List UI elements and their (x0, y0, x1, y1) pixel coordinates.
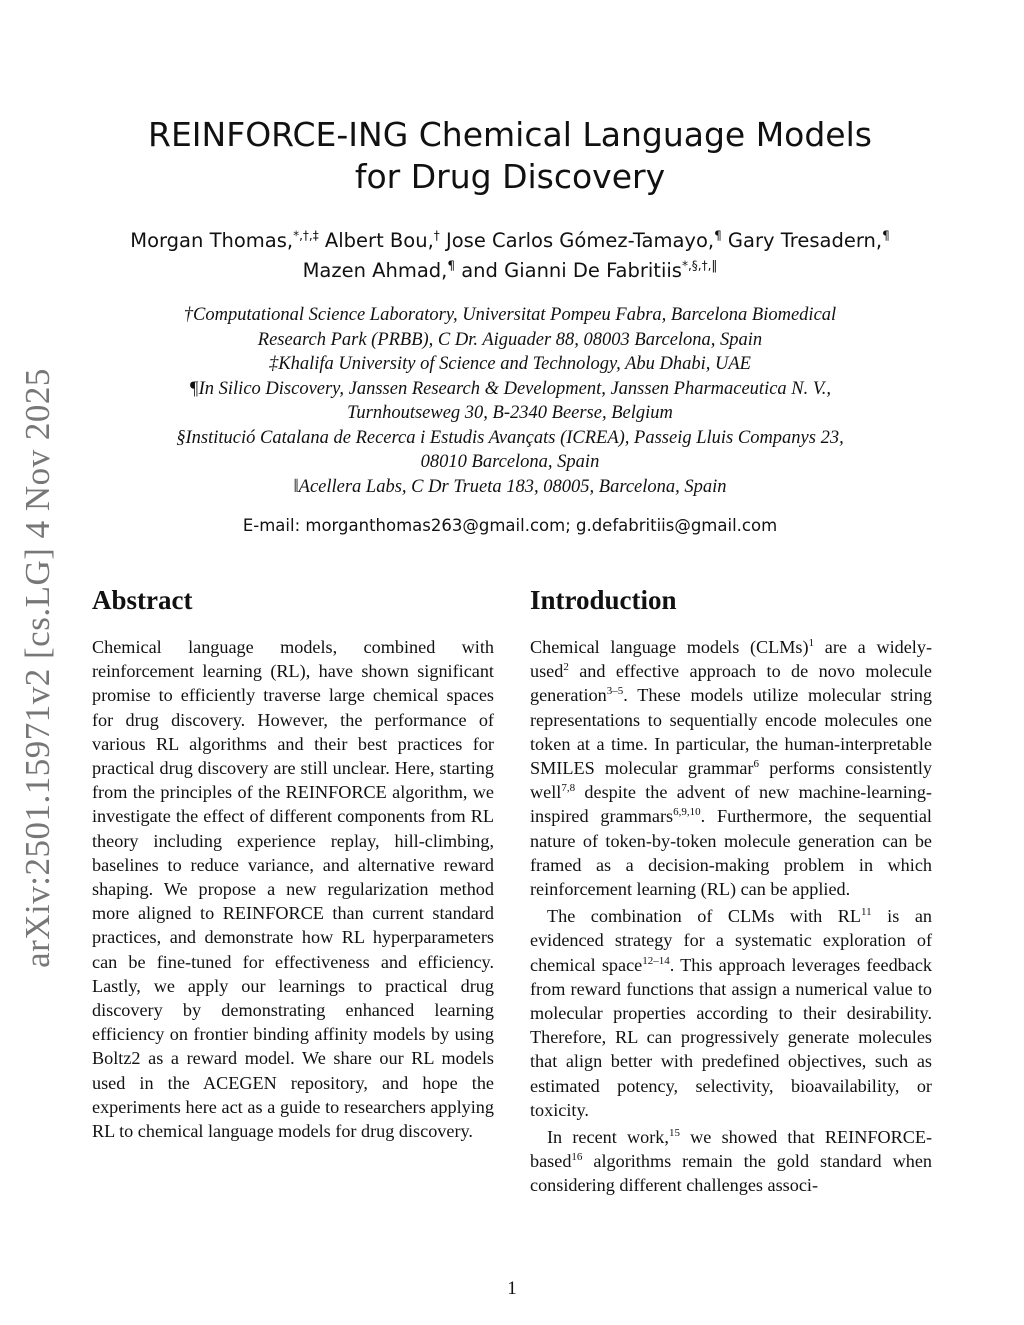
affiliation-line: §Institució Catalana de Recerca i Estudis Avançats (ICREA), Passeig Lluis Companys 23, (176, 427, 844, 448)
author-name: Morgan Thomas, (130, 229, 294, 252)
author-name: Gary Tresadern, (721, 229, 883, 252)
affiliation-line: †Computational Science Laboratory, Universitat Pompeu Fabra, Barcelona Biomedical (183, 305, 837, 325)
intro-paragraph-2: The combination of CLMs with RL$^{11}$ is an evidenced strategy for a systematic exploration of chemical space$^{12-14}$. This approach leverages feedback from reward functions that assign a numerical value to molecular properties according to their desirability. Therefore, RL can progressively generate molecules that align better with predefined objectives, such as estimated potency, selectivity, bioavailability, or toxicity. (530, 906, 933, 1120)
affiliation-line: 08010 Barcelona, Spain (420, 452, 600, 472)
citation: 11 (861, 906, 872, 919)
affiliations (110, 303, 910, 499)
citation: 16 (571, 1151, 583, 1164)
arxiv-sidebar (14, 368, 62, 968)
citation: 1 (808, 636, 815, 649)
author-name: and Gianni De Fabritiis (455, 259, 682, 282)
affiliation-line: ‡Khalifa University of Science and Technology, Abu Dhabi, UAE (269, 354, 751, 374)
author-name: Albert Bou, (318, 229, 434, 252)
page-number: 1 (507, 1278, 517, 1299)
author-affil-mark: † (433, 228, 440, 243)
intro-paragraph-3: In recent work,$^{15}$ we showed that REINFORCE-based$^{16}$ algorithms remain the gold standard when considering different challenges associ- (530, 1127, 933, 1196)
contact-email: E-mail: morganthomas263@gmail.com; g.defabritiis@gmail.com (242, 516, 778, 535)
affiliation-line: ‖Acellera Labs, C Dr Trueta 183, 08005, Barcelona, Spain (293, 476, 727, 497)
title-line-2: for Drug Discovery (354, 157, 666, 196)
author-affil-mark: ¶ (447, 258, 456, 273)
citation: 6,9,10 (673, 806, 701, 819)
abstract-body (92, 635, 494, 1143)
author-affil-mark: ¶ (882, 228, 890, 243)
affiliation-line: ¶In Silico Discovery, Janssen Research & Development, Janssen Pharmaceutica N. V., (188, 378, 832, 399)
author-list (110, 226, 910, 286)
citation: 2 (563, 661, 569, 674)
affiliation-line: Turnhoutseweg 30, B-2340 Beerse, Belgium (347, 403, 673, 423)
citation: 6 (753, 757, 759, 770)
author-affil-mark: ¶ (714, 228, 722, 243)
author-affil-mark: *,§,†,‖ (681, 258, 718, 273)
citation: 3–5 (606, 685, 624, 698)
introduction-body (530, 635, 932, 1198)
author-name: Mazen Ahmad, (302, 259, 448, 282)
affiliation-line: Research Park (PRBB), C Dr. Aiguader 88, 08003 Barcelona, Spain (257, 329, 763, 350)
abstract-heading: Abstract (92, 585, 193, 615)
intro-paragraph-1: Chemical language models (CLMs)$^1$ are a widely-used$^2$ and effective approach to de novo molecule generation$^{3-5}$. These models utilize molecular string representations to sequentially encode molecules one token at a time. In particular, the human-interpretable SMILES molecular grammar$^6$ performs consistently well$^{7,8}$ despite the advent of new machine-learning-inspired grammars$^{6,9,10}$. Furthermore, the sequential nature of token-by-token molecule generation can be framed as a decision-making problem in which reinforcement learning (RL) can be applied. (530, 636, 932, 900)
author-affil-mark: *,†,‡ (293, 228, 319, 243)
introduction-heading: Introduction (530, 585, 677, 615)
author-name: Jose Carlos Gómez-Tamayo, (439, 229, 715, 252)
citation: 12–14 (642, 954, 670, 967)
title-line-1: REINFORCE-ING Chemical Language Models (148, 115, 872, 154)
arxiv-identifier: arXiv:2501.15971v2 [cs.LG] 4 Nov 2025 (18, 368, 57, 968)
paper-title (110, 114, 910, 198)
citation: 7,8 (561, 782, 576, 795)
citation: 15 (668, 1127, 680, 1139)
abstract-text: Chemical language models, combined with reinforcement learning (RL), have shown significant promise to efficiently traverse large chemical spaces for drug discovery. However, the performance of various RL algorithms and their best practices for practical drug discovery are still unclear. Here, starting from the principles of the REINFORCE algorithm, we investigate the effect of different components from RL theory including experience replay, hill-climbing, baselines to reduce variance, and alternative reward shaping. We propose a new regularization method more aligned to REINFORCE than current standard practices, and demonstrate how RL hyperparameters can be fine-tuned for effectiveness and efficiency. Lastly, we apply our learnings to practical drug discovery by demonstrating enhanced learning efficiency on frontier binding affinity models by using Boltz2 as a reward model. We share our RL models used in the ACEGEN repository, and hope the experiments here act as a guide to researchers applying RL to chemical language models for drug discovery. (92, 637, 494, 1142)
